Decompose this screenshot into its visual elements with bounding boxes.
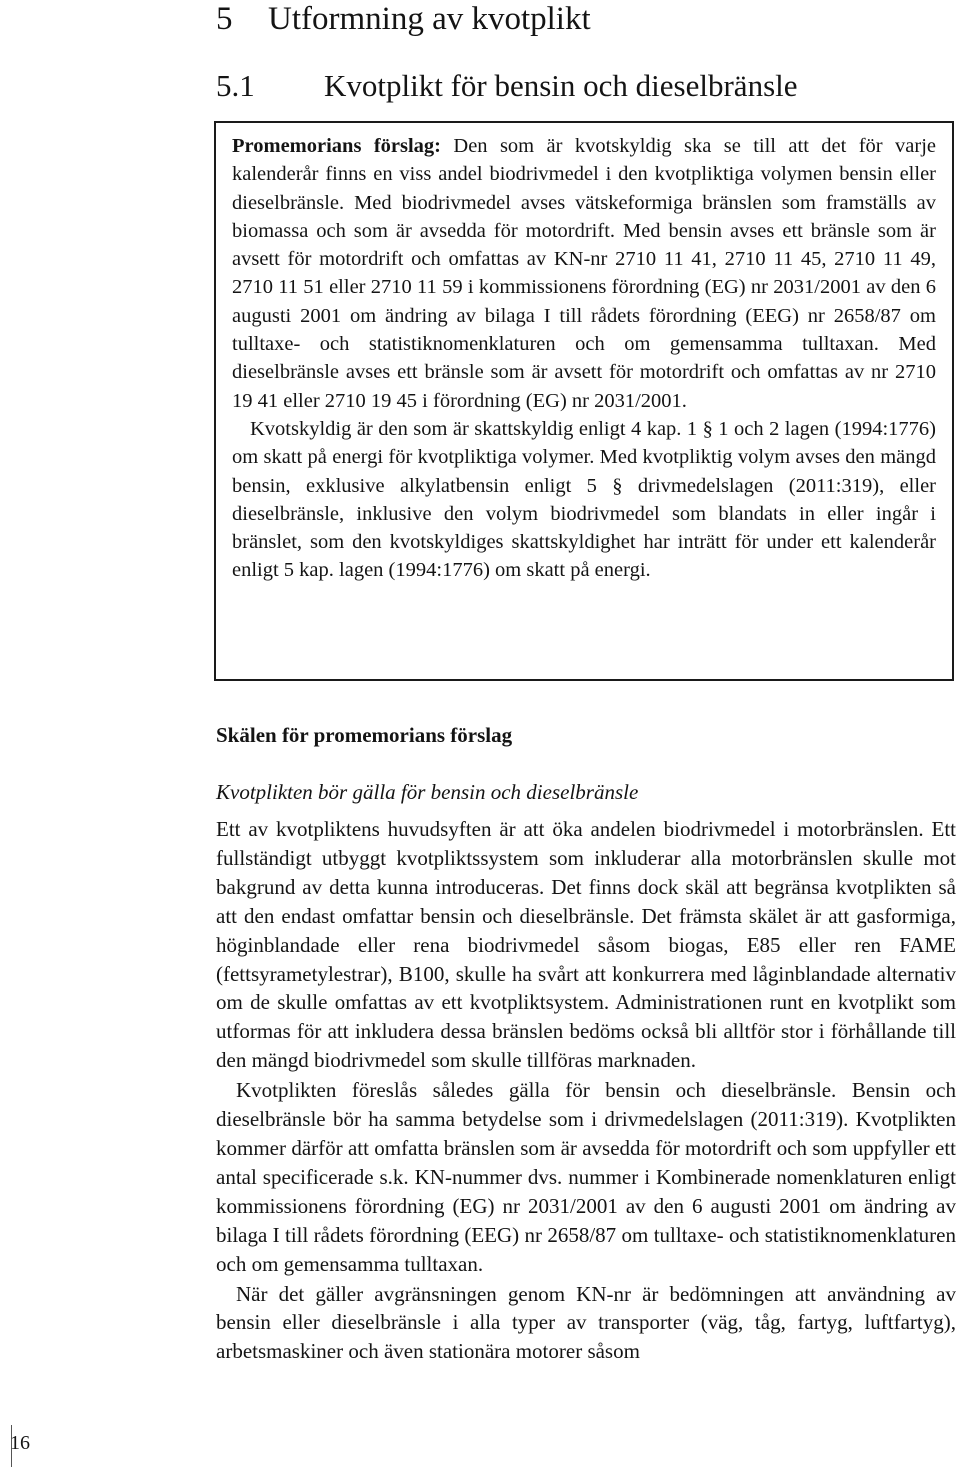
page-number: 16 [10,1432,30,1454]
reasons-paragraph-3: När det gäller avgränsningen genom KN-nr är bedömningen att användning av bensin eller dieselbränsle i alla typer av transporter (väg, tåg, fartyg, luftfartyg), arbetsmaskiner och även stationära motorer såsom [216,1281,956,1364]
reasons-subheading: Kvotplikten bör gälla för bensin och dieselbränsle [216,780,639,804]
reasons-body [216,815,956,1366]
section-number: 5.1 [216,68,255,103]
chapter-heading [216,0,591,38]
proposal-text [232,132,936,585]
reasons-paragraph-1: Ett av kvotpliktens huvudsyften är att öka andelen biodrivmedel i motorbränslen. Ett fullständigt utbyggt kvotpliktssystem som inkluderar alla motorbränslen skulle mot bakgrund av detta kunna introduceras. Det finns dock skäl att begränsa kvotplikten så att den endast omfattar bensin och dieselbränsle. Det främsta skälet är att gasformiga, höginblandade eller rena biodrivmedel såsom biogas, E85 eller ren FAME (fettsyrametylestrar), B100, skulle ha svårt att konkurrera med låginblandade alternativ om de skulle omfattas av ett kvotpliktsystem. Administrationen runt en kvotplikt som utformas för att inkludera dessa bränslen bedöms också bli alltför stor i förhållande till den mängd biodrivmedel som skulle tillföras marknaden. [216,817,956,1073]
section-heading-5-1 [216,67,798,105]
chapter-number: 5 [216,1,233,37]
chapter-title: Utformning av kvotplikt [268,1,591,37]
reasons-heading: Skälen för promemorians förslag [216,723,513,747]
proposal-paragraph-2: Kvotskyldig är den som är skattskyldig enligt 4 kap. 1 § 1 och 2 lagen (1994:1776) om skatt på energi för kvotpliktiga volymer. Med kvotpliktig volym avses den mängd bensin, exklusive alkylatbensin enligt 5 § drivmedelslagen (2011:319), eller dieselbränsle, inklusive den volym biodrivmedel som blandats in eller ingår i bränslet, som den kvotskyldiges skattskyldighet har inträtt för under ett kalenderår enligt 5 kap. lagen (1994:1776) om skatt på energi. [232,417,936,582]
proposal-box [214,121,954,681]
section-title: Kvotplikt för bensin och dieselbränsle [324,68,798,103]
proposal-paragraph-1-text: Den som är kvotskyldig ska se till att det för varje kalenderår finns en viss andel biodrivmedel i den kvotpliktiga volymen bensin eller dieselbränsle. Med biodrivmedel avses vätskeformiga bränslen som framställs av biomassa och som är avsedda för motordrift. Med bensin avses ett bränsle som är avsett för motordrift och omfattas av KN-nr 2710 11 41, 2710 11 45, 2710 11 49, 2710 11 51 eller 2710 11 59 i kommissionens förordning (EG) nr 2031/2001 av den 6 augusti 2001 om ändring av bilaga I till rådets förordning (EEG) nr 2658/87 om tulltaxe- och statistiknomenklaturen och om gemensamma tulltaxan. Med dieselbränsle avses ett bränsle som är avsett för motordrift och omfattas av nr 2710 19 41 eller 2710 19 45 i förordning (EG) nr 2031/2001. [232,135,936,412]
proposal-lead: Promemorians förslag: [232,135,441,157]
reasons-paragraph-2: Kvotplikten föreslås således gälla för bensin och dieselbränsle. Bensin och dieselbränsle bör ha samma betydelse som i drivmedelslagen (2011:319). Kvotplikten kommer därför att omfatta bränslen som är avsedda för motordrift och som uppfyller ett antal specificerade s.k. KN-nummer dvs. nummer i Kombinerade nomenklaturen enligt kommissionens förordning (EG) nr 2031/2001 av den 6 augusti 2001 om ändring av bilaga I till rådets förordning (EEG) nr 2658/87 om tulltaxe- och statistiknomenklaturen och om gemensamma tulltaxan. [216,1078,956,1276]
proposal-paragraph-1 [232,132,936,415]
